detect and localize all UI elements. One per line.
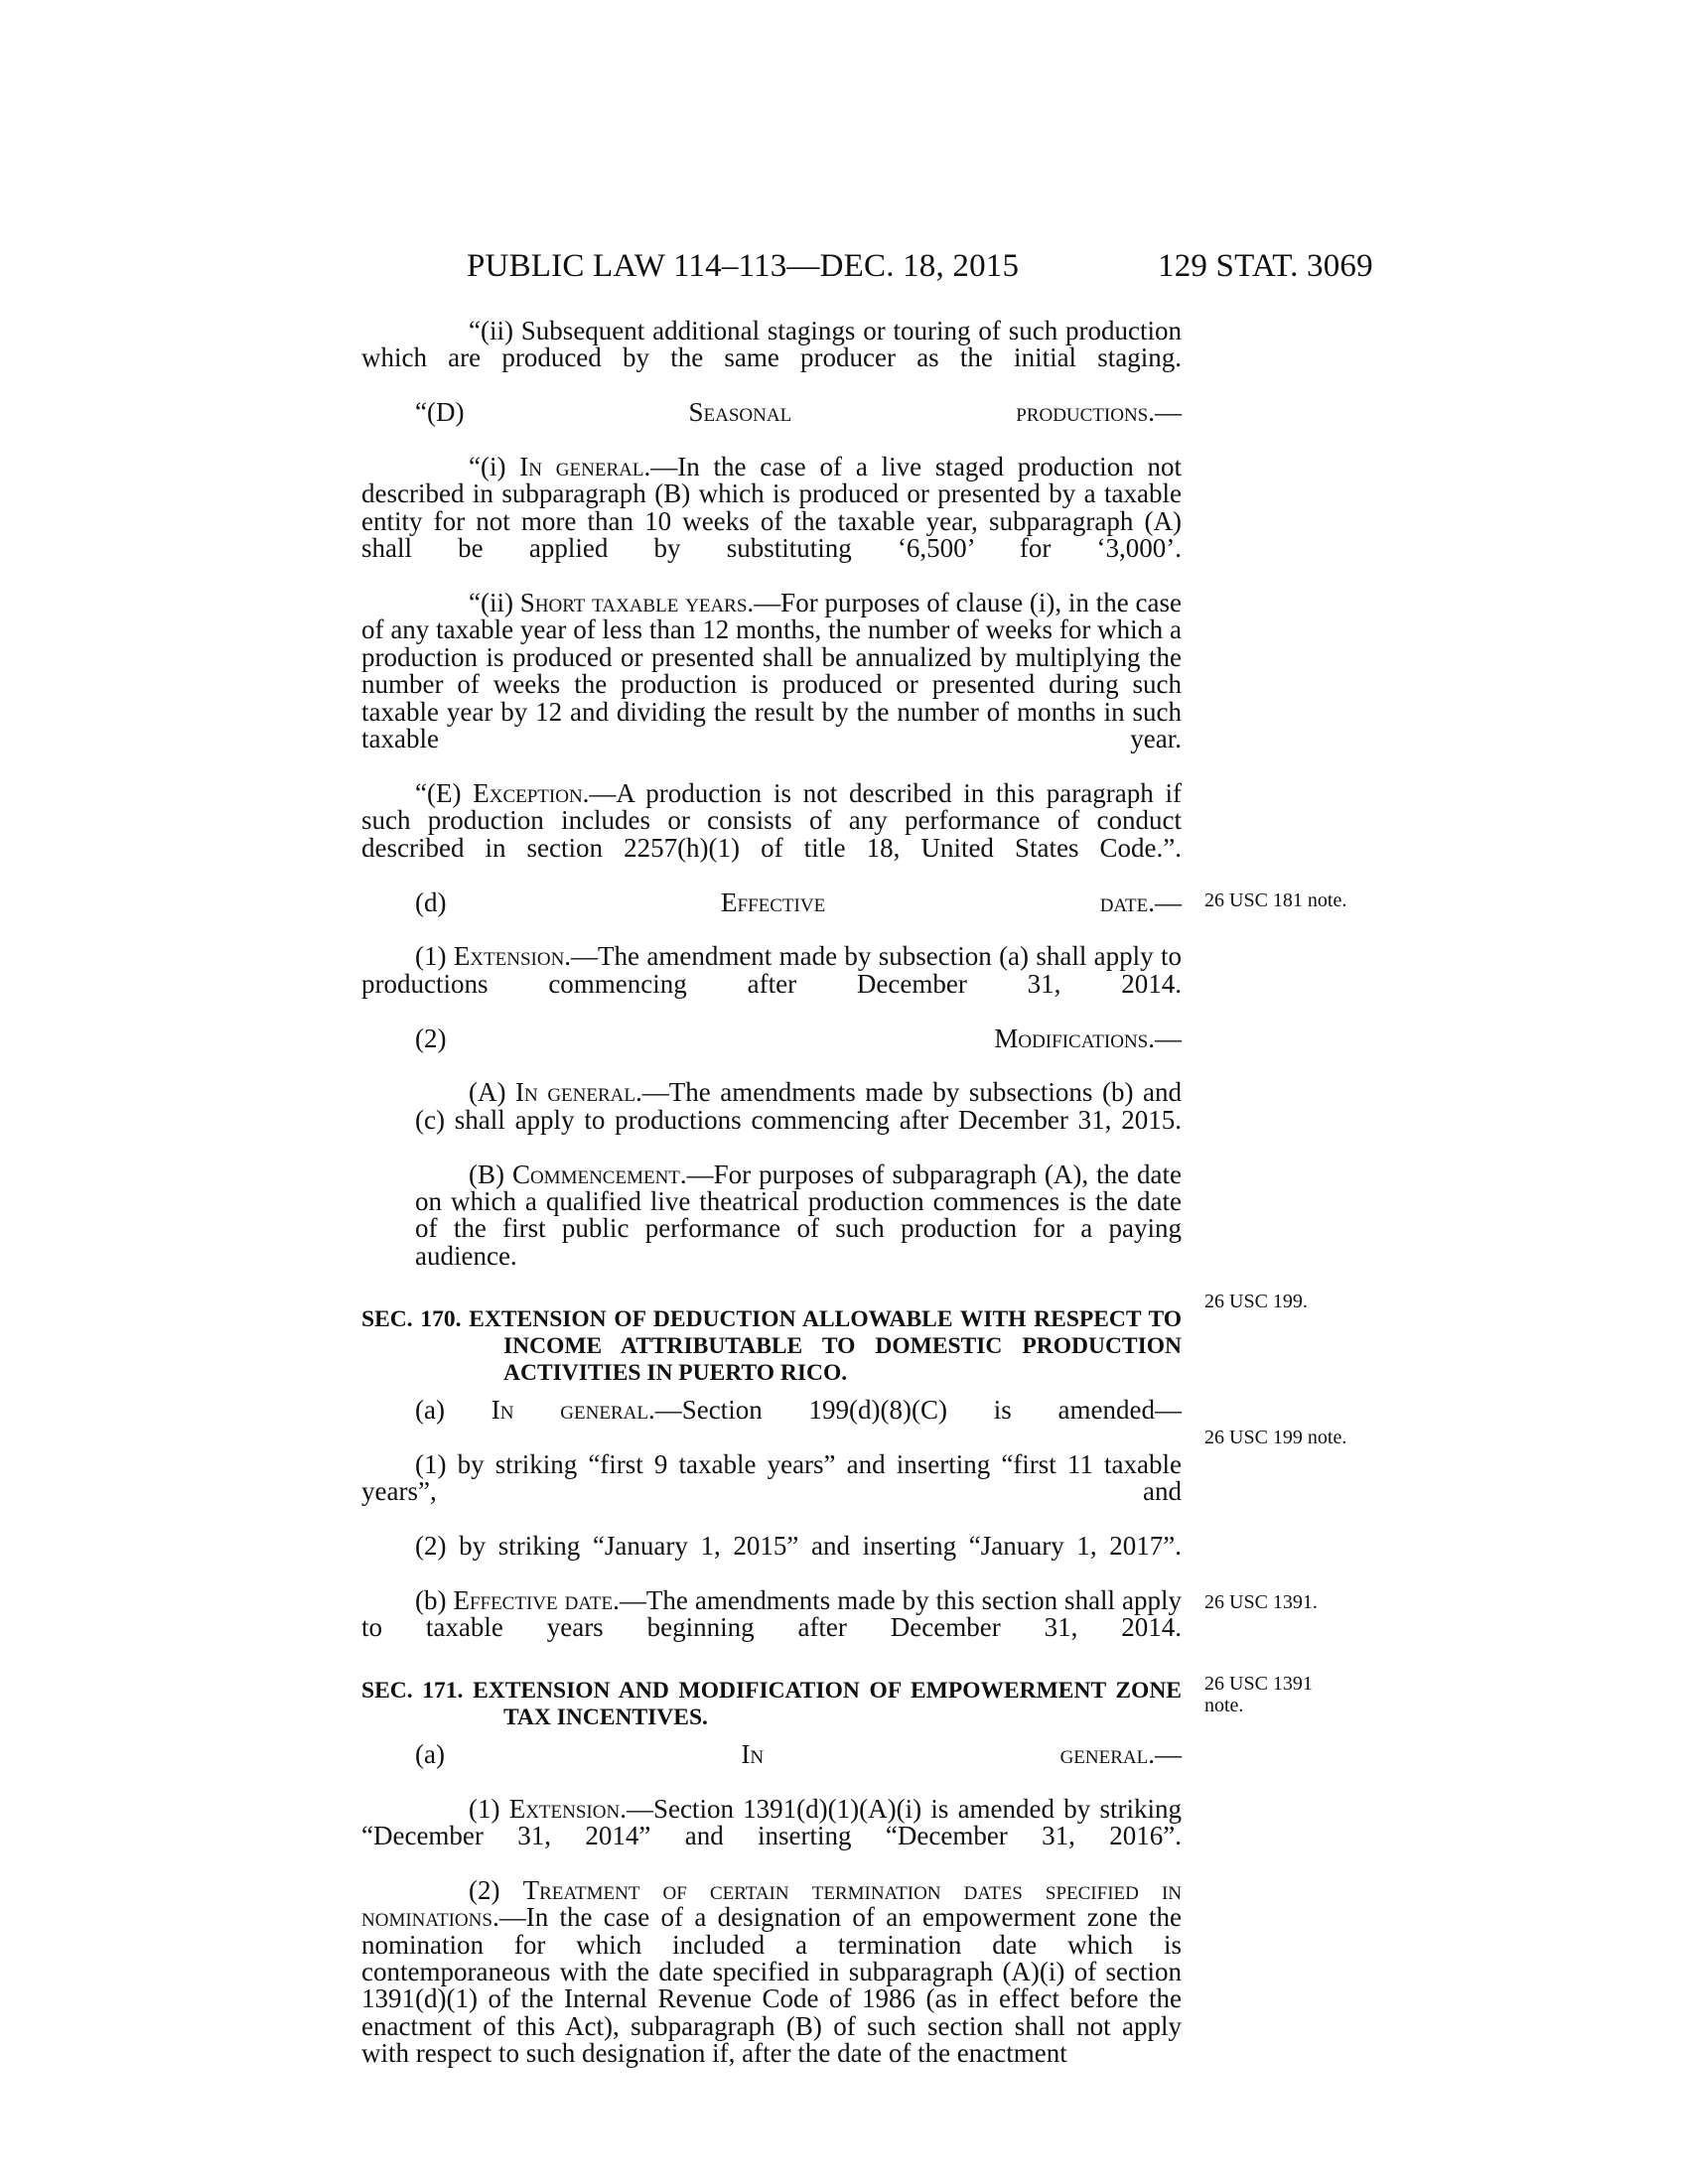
paragraph-heading: In general [515, 1077, 635, 1108]
paragraph-heading: Seasonal productions [688, 397, 1149, 428]
margin-note-line: note. [1204, 1695, 1244, 1716]
paragraph-text: .—Section 199(d)(8)(C) is amended— [647, 1394, 1183, 1425]
paragraph-text: “(ii) Subsequent additional stagings or touring of such production which are produced by the same producer as the initial staging. [361, 316, 1182, 373]
running-header-title: PUBLIC LAW 114–113—DEC. 18, 2015 [467, 248, 1020, 284]
paragraph-prefix: “(ii) [469, 588, 520, 618]
paragraph-text: (1) by striking “first 9 taxable years” and inserting “first 11 taxable years”, and [361, 1448, 1182, 1507]
paragraph-text: .—In the case of a designation of an empowerment zone the nomination for which included a termination date which is contemporaneous with the date specified in subparagraph (A)(i) of section 1391(d)(1) of the Internal Revenue Code of 1986 (as in effect before the enactment of this Act), subparagraph (B) of such section shall not apply with respect to such designation if, after the date of the enactment [361, 1902, 1182, 2069]
paragraph-prefix: (1) [469, 1793, 509, 1824]
paragraph-heading: Effective date [453, 1584, 614, 1615]
paragraph-heading: Short taxable years [519, 588, 748, 618]
paragraph-e-exception [361, 777, 1182, 889]
paragraph-1-extension [361, 943, 1182, 1024]
paragraph-text: .— [1148, 397, 1183, 428]
paragraph-text: .— [1148, 1738, 1182, 1769]
paragraph-text: .—For purposes of subparagraph (A), the date on which a qualified live theatrical production commences is the date of the first public performance of such production for a paying audience. [415, 1159, 1182, 1271]
paragraph-2-striking-january [361, 1530, 1182, 1587]
paragraph-ii-subsequent-stagings [361, 318, 1182, 399]
paragraph-heading: Effective date [721, 887, 1149, 917]
paragraph-i-in-general [361, 454, 1182, 590]
paragraph-text: .—The amendment made by subsection (a) shall apply to productions commencing after December 31, 2014. [361, 941, 1182, 999]
paragraph-prefix: (2) [469, 1874, 523, 1905]
paragraph-text: .—The amendments made by subsections (b) and (c) shall apply to productions commencing after December 31, 2015. [415, 1077, 1182, 1135]
margin-note-26-usc-1391-note [1204, 1673, 1313, 1716]
margin-note-26-usc-199: 26 USC 199. [1204, 1291, 1308, 1312]
paragraph-text: (2) by striking “January 1, 2015” and inserting “January 1, 2017”. [415, 1530, 1182, 1561]
paragraph-prefix: (a) [415, 1394, 492, 1425]
margin-note-line: 26 USC 1391 [1204, 1673, 1313, 1695]
paragraph-b-commencement [361, 1161, 1182, 1297]
paragraph-text: .— [1148, 1023, 1182, 1053]
paragraph-prefix: (B) [469, 1159, 512, 1189]
paragraph-heading: Exception [473, 777, 583, 808]
paragraph-text: .—The amendments made by this section shall apply to taxable years beginning after December 31, 2014. [361, 1584, 1183, 1643]
document-body [361, 318, 1182, 2068]
paragraph-d-seasonal-productions [361, 399, 1182, 454]
paragraph-2-modifications [361, 1025, 1182, 1080]
paragraph-heading: In general [741, 1738, 1149, 1769]
paragraph-prefix: (a) [415, 1738, 742, 1769]
paragraph-text: .— [1148, 887, 1183, 917]
paragraph-heading: Treatment of certain termination dates specified in nominations [361, 1874, 1183, 1933]
paragraph-b-effective-date-199 [361, 1584, 1183, 1669]
paragraph-prefix: “(E) [415, 777, 474, 808]
paragraph-1-extension-1391 [361, 1793, 1182, 1877]
margin-note-26-usc-1391: 26 USC 1391. [1204, 1591, 1318, 1613]
margin-note-26-usc-181-note: 26 USC 181 note. [1204, 889, 1347, 911]
paragraph-text: .—Section 1391(d)(1)(A)(i) is amended by striking “December 31, 2014” and inserting “December 31, 2016”. [361, 1793, 1182, 1850]
paragraph-ii-short-taxable-years [361, 590, 1182, 780]
running-header-page-number: 129 STAT. 3069 [1158, 248, 1373, 284]
paragraph-prefix: (b) [415, 1584, 454, 1615]
section-heading-170: SEC. 170. EXTENSION OF DEDUCTION ALLOWABLE WITH RESPECT TO INCOME ATTRIBUTABLE TO DOMESTIC PRODUCTION ACTIVITIES IN PUERTO RICO. [361, 1305, 1182, 1387]
paragraph-a-in-general-1391 [361, 1738, 1182, 1796]
paragraph-prefix: “(D) [415, 397, 689, 428]
paragraph-1-striking-first-9 [361, 1448, 1182, 1533]
paragraph-heading: Extension [508, 1793, 621, 1824]
paragraph-heading: Extension [453, 941, 565, 972]
paragraph-prefix: (d) [415, 887, 722, 917]
margin-note-26-usc-199-note: 26 USC 199 note. [1204, 1427, 1347, 1448]
paragraph-a-in-general [361, 1079, 1182, 1160]
paragraph-a-in-general-199 [361, 1394, 1183, 1451]
paragraph-prefix: “(i) [469, 452, 520, 482]
paragraph-heading: In general [491, 1394, 648, 1425]
section-heading-171: SEC. 171. EXTENSION AND MODIFICATION OF EMPOWERMENT ZONE TAX INCENTIVES. [361, 1677, 1182, 1731]
paragraph-heading: Modifications [994, 1023, 1149, 1053]
paragraph-prefix: (1) [415, 941, 454, 972]
paragraph-2-treatment-termination-dates [361, 1874, 1183, 2069]
paragraph-text: .—In the case of a live staged production not described in subparagraph (B) which is produced or presented by a taxable entity for not more than 10 weeks of the taxable year, subparagraph (A) shall be applied by substituting ‘6,500’ for ‘3,000’. [361, 452, 1182, 564]
paragraph-prefix: (2) [415, 1023, 995, 1053]
paragraph-d-effective-date [361, 889, 1182, 944]
paragraph-text: .—For purposes of clause (i), in the case of any taxable year of less than 12 months, the number of weeks for which a production is produced or presented shall be annualized by multiplying the number of weeks the production is produced or presented during such taxable year by 12 and dividing the result by the number of months in such taxable year. [361, 588, 1182, 754]
paragraph-text: .—A production is not described in this paragraph if such production includes or consists of any performance of conduct described in section 2257(h)(1) of title 18, United States Code.”. [361, 777, 1182, 863]
paragraph-prefix: (A) [469, 1077, 516, 1108]
paragraph-heading: In general [519, 452, 644, 482]
paragraph-heading: Commencement [511, 1159, 680, 1189]
